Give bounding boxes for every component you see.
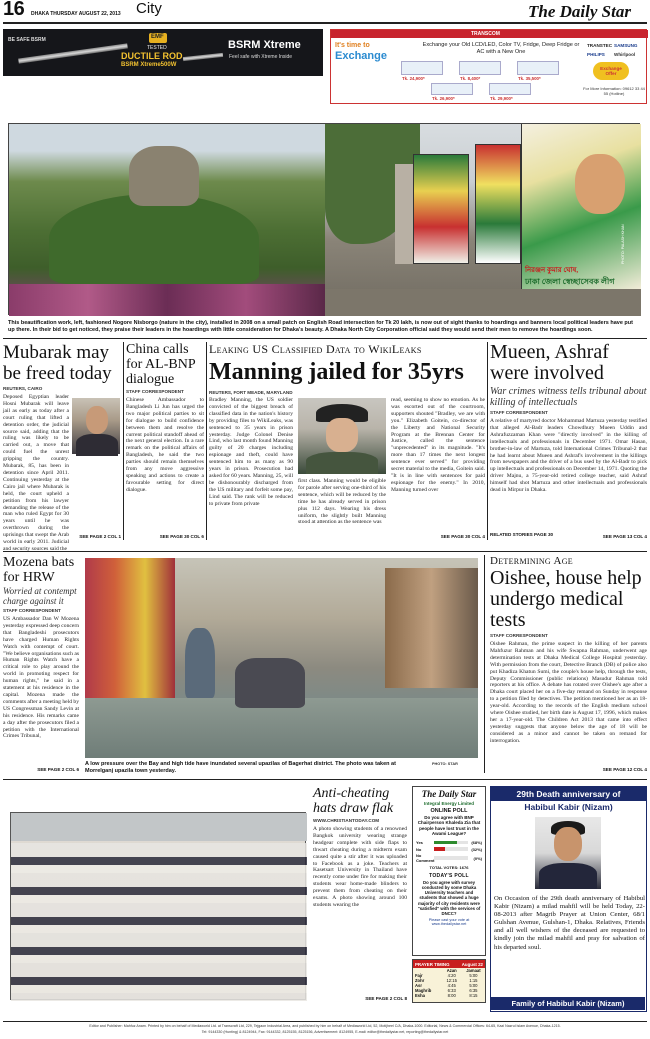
poll-option-label: No Comment — [416, 853, 435, 864]
oishee-byline: STAFF CORRESPONDENT — [490, 633, 548, 638]
prayer-cell: 5:00 — [469, 973, 478, 978]
transcom-brand: TRANSCOM — [471, 31, 500, 37]
transcom-headline: It's time to — [335, 42, 370, 49]
mueen-headline: Mueen, Ashraf were involved — [490, 341, 609, 384]
prayer-title: PRAYER TIMING — [415, 961, 450, 967]
poll-masthead: The Daily Star — [421, 789, 477, 799]
tested-text: TESTED — [147, 45, 167, 51]
mozena-deck: Worried at contempt charge against it — [3, 586, 77, 606]
manning-photo — [298, 398, 386, 474]
mubarak-photo — [72, 398, 120, 454]
poll-today-label: TODAY'S POLL — [429, 873, 469, 880]
manning-byline: REUTERS, FORT MEADE, MARYLAND — [209, 390, 293, 395]
china-story — [126, 342, 204, 540]
mubarak-story — [3, 342, 121, 552]
obit-suit — [539, 863, 597, 889]
prayer-header-cell: Azan — [446, 968, 457, 973]
prayer-cell: 1:15 — [469, 978, 478, 983]
prayer-cell: 4:45 — [447, 983, 456, 988]
bsrm-ad[interactable] — [3, 29, 323, 76]
poll-option-label: No — [416, 846, 422, 852]
vrule-3 — [487, 342, 488, 540]
mubarak-suit — [76, 434, 118, 456]
prayer-title-bar — [413, 960, 485, 968]
obit-name: Habibul Kabir (Nizam) — [524, 802, 613, 812]
manning-kicker: Leaking US Classified Data to WikiLeaks — [209, 342, 422, 356]
brand-whirlpool: Whirlpool — [614, 52, 636, 57]
poll-bar-track — [434, 841, 468, 845]
mozena-story — [3, 555, 79, 773]
prayer-cell: 12:15 — [446, 978, 457, 983]
online-poll-box[interactable] — [412, 786, 486, 956]
brand-transtec: TRANSTEC — [587, 43, 613, 48]
poll-bar-track — [434, 856, 468, 860]
mubarak-jump: SEE PAGE 2 COL 1 — [79, 534, 121, 539]
poll-vote-link[interactable]: Please cast your vote at www.thedailystar.net — [428, 917, 470, 927]
photo-credit-top: PHOTO: PALASH KHAN — [621, 224, 625, 264]
prayer-date: August 22 — [461, 961, 483, 967]
product-box-1 — [401, 61, 443, 75]
manning-col-3: read, seeming to show no emotion. As he was escorted out of the courtroom, supporters shouted "Bradley, we are with you." Elizabeth Goitein, co-director of the Liberty and National Security Program at the Brennan Center for Justice, called the sentence "unprecedented" in its magnitude. "It's more than 17 times the next longest sentence ever served" for providing secret material to the media, Goitein said. "It is in line with sentences for paid espionage for the enemy." In 2010, Manning turned over — [391, 397, 485, 493]
prayer-cell: Esha — [415, 993, 426, 998]
obit-footer: Family of Habibul Kabir (Nizam) — [491, 997, 645, 1010]
rule-row1-top — [3, 338, 647, 339]
mubarak-byline: REUTERS, CAIRO — [3, 386, 43, 391]
poster-text-1: নিরঞ্জন কুমার ঘোষ, — [525, 266, 579, 274]
anticheat-body: A photo showing students of a renowned Bangkok university wearing strange headgear complete with side flaps to thwart cheating during a midterm exam caused quite a stir after it was uploaded to Facebook as a joke. Teachers at Kasetsart University in Thailand have recently come under fire for making their students wear home-made blinders to prevent them from cheating on their exams. A photo showing around 100 students wearing the — [313, 826, 407, 908]
china-jump: SEE PAGE 30 COL 6 — [159, 534, 204, 539]
vrule-1 — [123, 342, 124, 540]
exam-window — [11, 813, 307, 841]
poll-option-2 — [416, 853, 482, 863]
prayer-cell: Fajr — [415, 973, 423, 978]
banner-2 — [475, 144, 521, 264]
hoardings-photo — [325, 124, 641, 316]
emf-badge-text: EMF — [151, 34, 164, 40]
mozena-jump: SEE PAGE 2 COL 6 — [37, 767, 79, 772]
prayer-cell: 6:33 — [447, 988, 456, 993]
anticheat-story — [313, 786, 407, 1001]
garden-rock — [129, 146, 199, 206]
mubarak-face — [86, 406, 108, 434]
header-rule — [3, 22, 647, 24]
cyclist — [185, 628, 215, 698]
poll-bar-fill — [434, 847, 445, 851]
flood-photo-caption: A low pressure over the Bay and high tide have inundated several upazilas of Bagerhat district. The photo was taken at Morrelganj upazila town yesterday. — [85, 761, 396, 774]
transcom-offer: Exchange your Old LCD/LED, Color TV, Fridge, Deep Fridge or AC with a New One — [422, 42, 580, 55]
prayer-cell: Zohr — [415, 978, 425, 983]
bsrm-tagline: Feel safe with Xtreme Inside — [229, 54, 293, 60]
portrait-circle — [575, 154, 625, 214]
shop-awning-left — [85, 558, 175, 698]
poll-option-pct: (68%) — [471, 840, 482, 846]
obit-face — [554, 827, 582, 861]
poll-bar-track — [434, 847, 468, 851]
anticheat-source: WWW.CHRISTIANTODAY.COM — [313, 818, 380, 823]
prayer-table — [413, 968, 485, 998]
poll-option-1 — [416, 847, 482, 852]
masthead: The Daily Star — [528, 2, 631, 21]
flower-bed — [9, 284, 325, 316]
mueen-story — [490, 342, 647, 540]
brand-samsung: SAMSUNG — [614, 43, 638, 48]
mozena-headline: Mozena bats for HRW — [3, 555, 75, 585]
product-box-2 — [459, 61, 501, 75]
prayer-cell: Maghrib — [415, 988, 432, 993]
product-box-4 — [431, 83, 473, 95]
anticheat-jump: SEE PAGE 2 COL 8 — [365, 996, 407, 1001]
manning-uniform — [306, 452, 378, 474]
manning-col-1: Bradley Manning, the US soldier convicted of the biggest breach of classified data in the nation's history by providing files to WikiLeaks, was sentenced to 35 years in prison yesterday. Judge Colonel Denise Lind, who last month found Manning guilty of 20 charges including espionage and theft, could have sentenced him to as many as 90 years in prison. Prosecution had asked for 60 years. Manning, 25, will be dishonourably discharged from the US military and forfeit some pay, Lind said. The rank will be reduced to private from private — [209, 397, 293, 507]
flood-photo — [85, 558, 478, 758]
obit-title-bar — [491, 787, 646, 801]
shop-right — [385, 568, 478, 688]
obituary-box — [490, 786, 647, 1012]
mozena-body: US Ambassador Dan W Mozena yesterday expressed deep concern that Bangladeshi prosecutors have charged Human Rights Watch with contempt of court. "We believe organisations such as Human Rights Watch have a critical role to play around the world in promoting respect for human rights," he said in a statement at his residence in the capital. Mozena made the comments after a meeting held by US Congressman Sandy Levin at his residence. His remarks came a day after the prosecutors filed a petition with the International Crimes Tribunal, — [3, 616, 79, 740]
section-title: City — [136, 0, 162, 17]
price-3: Tk. 35,500* — [518, 76, 541, 81]
obit-title: 29th Death anniversary of — [516, 789, 621, 799]
price-1: Tk. 24,900* — [402, 76, 425, 81]
obit-text: On Occasion of the 29th death anniversary of Habibul Kabir (Nizam) a milad mahfil will be held Today, 22-08-2013 after Magrib Prayer at Union Center, 68/1 Gulshan Avenue, Gulshan-1, Dhaka. Relatives, Friends and all well wishers of the deceased are requested to kindly join the milad mahfil and pray for salvation of his departed soul. — [494, 895, 645, 951]
footer-line-2: Tel: 9144330 (Hunting) & 8124944, Fax: 9144332, 8125155, 8125156, Advertisement: 8124955, E-mail: editor@thedailystar.net, reporting@thedailystar.net — [201, 1030, 449, 1034]
prayer-cell: 8:00 — [447, 993, 456, 998]
poll-option-pct: (0%) — [473, 855, 482, 861]
mueen-related[interactable]: RELATED STORIES PAGE 30 — [490, 532, 554, 537]
exchange-badge-text: Exchange Offer — [600, 66, 622, 76]
rickshaw — [235, 658, 305, 708]
oishee-headline: Oishee, house help undergo medical tests — [490, 567, 642, 631]
poll-option-pct: (32%) — [471, 846, 482, 852]
oishee-story — [490, 555, 647, 773]
vrule-4 — [484, 555, 485, 773]
bsrm-brand: BSRM Xtreme — [228, 39, 301, 51]
page-header — [0, 0, 650, 24]
mueen-deck: War crimes witness tells tribunal about killing of intellectuals — [490, 386, 647, 408]
anticheat-headline: Anti-cheating hats draw flak — [313, 786, 394, 816]
poll-bar-fill — [434, 841, 457, 845]
poll-label: ONLINE POLL — [430, 808, 468, 814]
footer-line-1: Editor and Publisher: Mahfuz Anam. Printed by him on behalf of Mediaworld Ltd. at Transcraft Ltd, 229, Tejgaon Industrial Area, and published by him on behalf of Mediaworld Ltd, 52, Motijheel C/A, Dhaka-1000. Editorial, News & Commercial Offices: 64-65, Kazi Nazrul Islam Avenue, Dhaka-1215. — [89, 1024, 561, 1028]
banner-1 — [413, 154, 469, 264]
manning-story — [209, 342, 485, 540]
mozena-byline: STAFF CORRESPONDENT — [3, 608, 61, 613]
china-body: Chinese Ambassador to Bangladesh Li Jun has urged the two major political parties to sit for dialogue to build confidence between them and resolve the current political standoff ahead of the next general election. In a rare remark on the political affairs of Bangladesh, he said the two parties should remain themselves from any move aggressive speaking and actions to create a favourable setting for direct dialogue. — [126, 397, 204, 493]
brand-philips: PHILIPS — [587, 52, 605, 57]
garden-photo — [9, 124, 325, 316]
rod-graphic-2 — [183, 53, 223, 61]
mubarak-headline: Mubarak may be freed today — [3, 342, 112, 384]
bsrm-subtitle: BSRM Xtreme500W — [121, 62, 177, 68]
poster-text-2: ঢাকা জেলা স্বেচ্ছাসেবক লীগ — [525, 277, 615, 286]
china-byline: STAFF CORRESPONDENT — [126, 389, 184, 394]
transcom-ad[interactable] — [330, 29, 647, 104]
garden-mound — [49, 194, 259, 284]
bsrm-tag: BE SAFE BSRM — [8, 37, 46, 43]
rule-row3-top — [3, 779, 647, 780]
obit-portrait — [535, 817, 601, 889]
rule-row2-top — [3, 551, 647, 552]
prayer-cell: 5:00 — [469, 983, 478, 988]
mueen-jump: SEE PAGE 13 COL 4 — [602, 534, 647, 539]
manning-face — [326, 418, 358, 452]
product-box-3 — [517, 61, 559, 75]
flood-photo-credit: PHOTO: STAR — [432, 762, 458, 766]
bsrm-title: DUCTILE ROD — [121, 51, 183, 61]
mueen-body: A relative of martyred doctor Mohammad Martuza yesterday testified that alleged Al-Badr leaders Chowdhury Mueen Uddin and Ashrafuzzaman Khan were "directly involved" in the killing of intellectuals and professionals in December 1971. Omar Hasan, brother-in-law of Martuza, told International Crimes Tribunal-2 that he had learnt about Mueen and Ashraf's involvement in the killings from newspapers and the driver of a bus used by the Al-Badr to pick up intellectuals and professionals on December 14, 1971. Quoting the driver Majnu, a 75-year-old retired college teacher, said Ashraf himself had shot Martuza and other intellectuals and professionals dead in Mirpur in Dhaka. — [490, 418, 647, 494]
poll-total: TOTAL VOTES: 1676 — [429, 865, 469, 871]
footer-rule — [3, 1021, 647, 1022]
transcom-hotline: For More Information: 09612 33 44 55 (Hotline) — [583, 86, 645, 96]
price-2: Tk. 8,400* — [460, 76, 481, 81]
oishee-body: Oishee Rahman, the prime suspect in the killing of her parents Mahfuzur Rahman and his wife Swapna Rahman, underwent age determination tests at Dhaka Medical College Hospital yesterday. With permission from the court, Detective Branch (DB) of police also put Khadiza Khatun Sumi, the couple's house help, through the tests, Deputy Commissioner (public relations) Masudur Rahman told reporters at his office. A debate has rotated over Oishee's age after a Dhaka court placed her on a five-day remand on Sunday in response to a petition filed by detectives. The petition mentioned her as an 18-year-old. According to the records of the English medium school where Oishee studied, her birth date is August 17, 1996, which makes her a 17-year-old. The Children Act 2013 that came into effect yesterday suggests that anyone below the age of 18 will be considered as a minor and cannot be taken on remand for interrogation. — [490, 641, 647, 744]
price-4: Tk. 26,900* — [432, 96, 455, 101]
rod-graphic — [18, 43, 128, 63]
poll-option-0 — [416, 840, 482, 845]
prayer-cell: 6:35 — [469, 988, 478, 993]
page-number: 16 — [3, 0, 25, 20]
vrule-2 — [206, 342, 207, 540]
exam-photo — [10, 812, 306, 1000]
mubarak-body: Deposed Egyptian leader Hosni Mubarak will leave jail as early as today after a court ruling that lifted a detention order, the judicial source said, adding that the ruling was likely to be carried out, a move that could fuel the unrest gripping the country. Mubarak, 85, has been in detention since April 2011. Continuing yesterday at the Cairo jail where Mubarak is held, the court upheld a petition from his lawyer demanding the release of the man who ruled Egypt for 30 years until he was overthrown during the uprisings that swept the Arab world in early 2011. Judicial and security sources said the — [3, 394, 69, 552]
page-date: DHAKA THURSDAY AUGUST 22, 2013 — [31, 11, 121, 17]
poll-today-question: Do you agree with survey conducted by some Dhaka University teachers and students that showed a huge majority of city residents were "satisfied" with the services of DNCC? — [417, 880, 481, 916]
manning-col-2: first class. Manning would be eligible for parole after serving one-third of his sentence, which will be reduced by the time he has already served in prison plus 112 days. Wearing his dress uniform, the slightly built Manning stood at attention as the sentence was — [298, 478, 386, 526]
oishee-jump: SEE PAGE 12 COL 4 — [602, 767, 647, 772]
poll-results — [413, 837, 485, 864]
product-box-5 — [489, 83, 531, 95]
oishee-kicker: Determining Age — [490, 555, 573, 567]
china-headline: China calls for AL-BNP dialogue — [126, 342, 196, 387]
transcom-headline-2: Exchange — [335, 50, 387, 62]
mueen-byline: STAFF CORRESPONDENT — [490, 410, 548, 415]
manning-jump: SEE PAGE 30 COL 4 — [440, 534, 485, 539]
top-photo-caption: This beautification work, left, fashioned Nogore Nisborgo (nature in the city), installed in 2008 on a small patch on English Road intersection for Tk 20 lakh, is now out of sight thanks to hoardings and banners local political leaders have put up there. In their bid to get noticed, they praise their leaders in the hoardings with little consideration for Dhaka's beauty. A Dhaka North City Corporation official said they would send their men to remove the hoardings soon. — [8, 320, 633, 333]
prayer-header-cell: Jamaat — [466, 968, 481, 973]
prayer-timing-box — [412, 959, 486, 1003]
poll-question: Do you agree with BNP Chairperson Khaleda Zia that people have lost trust in the Awami League? — [417, 815, 481, 837]
manning-headline: Manning jailed for 35yrs — [209, 359, 464, 385]
prayer-cell: 8:15 — [469, 993, 478, 998]
street — [325, 289, 641, 316]
poll-sponsor: Integral Energy Limited — [423, 801, 474, 806]
beautification-photo — [8, 123, 640, 315]
price-5: Tk. 29,900* — [490, 96, 513, 101]
prayer-cell: 4:20 — [447, 973, 456, 978]
prayer-cell: Asr — [415, 983, 422, 988]
prayer-row — [413, 993, 485, 998]
poll-option-label: Yes — [416, 840, 423, 846]
exam-rows — [11, 843, 307, 1001]
